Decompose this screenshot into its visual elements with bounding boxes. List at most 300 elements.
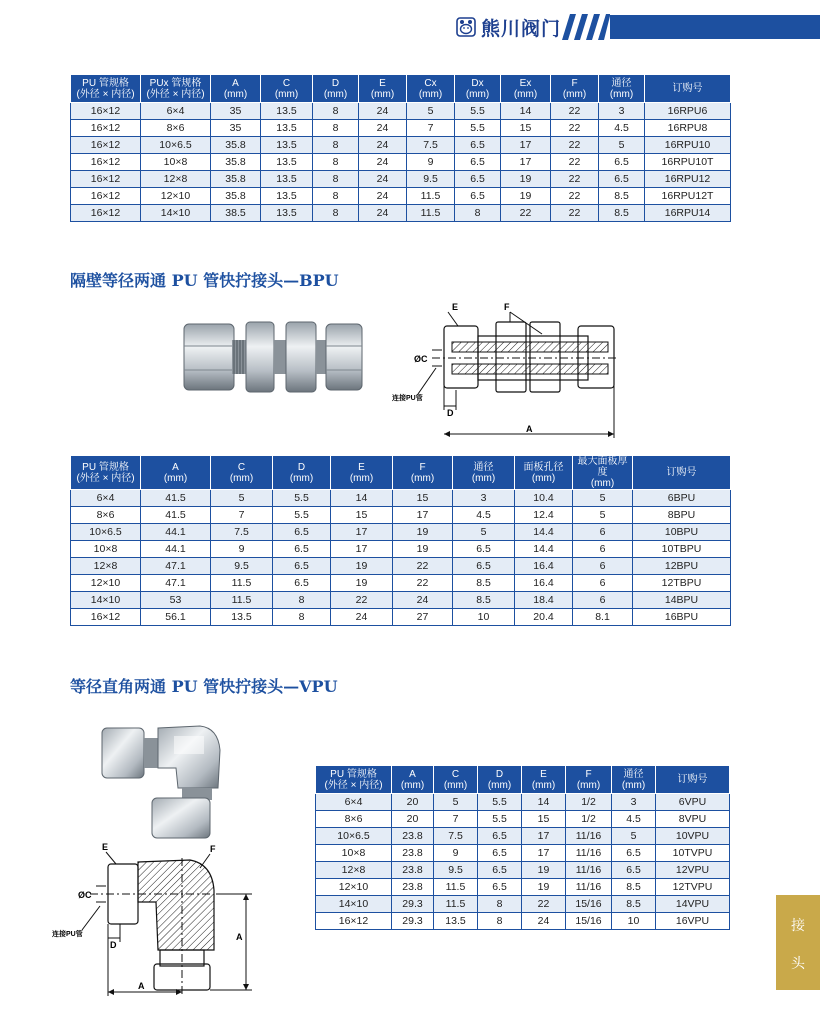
table-row (71, 558, 731, 575)
table-cell: 14.4 (515, 524, 573, 541)
table-cell: 6.5 (273, 558, 331, 575)
column-header (453, 456, 515, 490)
table-cell: 16×12 (316, 913, 392, 930)
table-cell: 15 (393, 490, 453, 507)
table-cell: 5 (434, 794, 478, 811)
column-header-unit: (mm) (349, 472, 374, 484)
column-header (656, 766, 730, 794)
side-category-tab[interactable] (776, 895, 820, 990)
table-cell: 12BPU (633, 558, 731, 575)
table-cell: 7.5 (407, 137, 455, 154)
column-header-unit: (mm) (590, 478, 615, 489)
table-cell: 23.8 (392, 879, 434, 896)
table-cell: 8×6 (71, 507, 141, 524)
table-cell: 15 (522, 811, 566, 828)
header-stripes (562, 14, 610, 40)
column-header-unit: (mm) (223, 88, 248, 100)
table-row (71, 154, 731, 171)
column-header-unit: (外径 × 内径) (76, 88, 135, 100)
table-cell: 8BPU (633, 507, 731, 524)
table-cell: 16RPU12T (645, 188, 731, 205)
table-cell: 6×4 (141, 103, 211, 120)
table-cell: 12×10 (316, 879, 392, 896)
table-cell: 16.4 (515, 558, 573, 575)
table-cell: 38.5 (211, 205, 261, 222)
column-header-unit: (mm) (562, 88, 587, 100)
side-tab-char-2: 头 (791, 956, 805, 972)
table-cell: 15 (331, 507, 393, 524)
table-cell: 10 (453, 609, 515, 626)
table-cell: 12TBPU (633, 575, 731, 592)
column-header-label: C (282, 77, 291, 89)
column-header-label: E (358, 461, 365, 473)
table-cell: 16RPU14 (645, 205, 731, 222)
table-row (316, 862, 730, 879)
table-cell: 22 (551, 188, 599, 205)
table-cell: 8 (273, 609, 331, 626)
table-cell: 24 (359, 137, 407, 154)
table-cell: 8.5 (453, 575, 515, 592)
table-cell: 24 (359, 103, 407, 120)
table-cell: 8VPU (656, 811, 730, 828)
table-cell: 12×8 (71, 558, 141, 575)
column-header (141, 456, 211, 490)
table-cell: 20 (392, 794, 434, 811)
table-cell: 22 (331, 592, 393, 609)
column-header (573, 456, 633, 490)
table-row (71, 541, 731, 558)
table-row (71, 524, 731, 541)
table-cell: 5.5 (455, 103, 501, 120)
column-header-unit: (mm) (487, 779, 512, 791)
column-header-label: D (297, 461, 306, 473)
table-cell: 4.5 (599, 120, 645, 137)
column-header-label: E (379, 77, 386, 89)
table-cell: 3 (453, 490, 515, 507)
column-header (331, 456, 393, 490)
table-cell: 11.5 (407, 205, 455, 222)
column-header (478, 766, 522, 794)
column-header-label: 订购号 (677, 774, 708, 785)
column-header-label: A (409, 768, 416, 780)
table-cell: 11.5 (211, 575, 273, 592)
table-cell: 12×10 (71, 575, 141, 592)
column-header-unit: (mm) (418, 88, 443, 100)
column-header-unit: (mm) (229, 472, 254, 484)
table-cell: 14×10 (316, 896, 392, 913)
table-cell: 10TVPU (656, 845, 730, 862)
table-row (71, 575, 731, 592)
table-cell: 14×10 (71, 592, 141, 609)
table-cell: 13.5 (261, 137, 313, 154)
table-cell: 24 (522, 913, 566, 930)
table-cell: 5 (573, 507, 633, 524)
table-cell: 47.1 (141, 575, 211, 592)
table-cell: 6.5 (478, 862, 522, 879)
table-cell: 35.8 (211, 137, 261, 154)
table-cell: 23.8 (392, 828, 434, 845)
table-cell: 22 (551, 154, 599, 171)
table-cell: 9 (407, 154, 455, 171)
table-cell: 6.5 (478, 845, 522, 862)
table-cell: 22 (551, 120, 599, 137)
table-cell: 5 (573, 490, 633, 507)
table-cell: 14 (501, 103, 551, 120)
table-cell: 5 (407, 103, 455, 120)
table-cell: 16×12 (71, 137, 141, 154)
table-cell: 17 (331, 541, 393, 558)
column-header-label: Cx (424, 77, 437, 89)
table-cell: 12VPU (656, 862, 730, 879)
bpu-spec-table (70, 455, 731, 626)
table-row (71, 490, 731, 507)
table-cell: 22 (501, 205, 551, 222)
column-header (407, 75, 455, 103)
table-cell: 22 (551, 137, 599, 154)
table-cell: 35 (211, 103, 261, 120)
column-header (71, 456, 141, 490)
column-header (515, 456, 573, 490)
table-cell: 8.5 (453, 592, 515, 609)
column-header (612, 766, 656, 794)
column-header-unit: (mm) (370, 88, 395, 100)
table-cell: 11.5 (211, 592, 273, 609)
column-header-unit: (mm) (323, 88, 348, 100)
table-cell: 27 (393, 609, 453, 626)
table-cell: 44.1 (141, 541, 211, 558)
column-header-label: PUx 管规格 (149, 77, 202, 89)
table-cell: 17 (393, 507, 453, 524)
table-cell: 8×6 (316, 811, 392, 828)
table-cell: 13.5 (261, 171, 313, 188)
table-cell: 6.5 (455, 188, 501, 205)
column-header-label: Ex (519, 77, 532, 89)
table-cell: 6VPU (656, 794, 730, 811)
table-cell: 19 (501, 188, 551, 205)
table-cell: 18.4 (515, 592, 573, 609)
table-row (316, 794, 730, 811)
table-cell: 22 (393, 575, 453, 592)
table-cell: 6 (573, 524, 633, 541)
table-cell: 8.5 (599, 188, 645, 205)
table-cell: 19 (393, 524, 453, 541)
vpu-label-c: ØC (78, 890, 92, 900)
table-cell: 8 (478, 913, 522, 930)
table-cell: 4.5 (453, 507, 515, 524)
brand-name: 熊川阀门 (481, 17, 562, 40)
table-row (71, 120, 731, 137)
column-header-unit: (mm) (274, 88, 299, 100)
table-cell: 19 (522, 862, 566, 879)
table-cell: 6.5 (599, 154, 645, 171)
table-cell: 6.5 (478, 828, 522, 845)
table-cell: 16RPU10 (645, 137, 731, 154)
table-cell: 10×6.5 (71, 524, 141, 541)
table-row (71, 592, 731, 609)
column-header-unit: (mm) (400, 779, 425, 791)
column-header-label: A (172, 461, 179, 473)
column-header-unit: (mm) (513, 88, 538, 100)
bpu-label-f: F (504, 302, 510, 312)
bear-logo-icon (455, 16, 477, 38)
table-cell: 7.5 (434, 828, 478, 845)
table-cell: 8 (313, 171, 359, 188)
table-cell: 7 (211, 507, 273, 524)
table-cell: 12TVPU (656, 879, 730, 896)
table-cell: 12×10 (141, 188, 211, 205)
column-header (273, 456, 331, 490)
table-cell: 6.5 (599, 171, 645, 188)
table-row (316, 845, 730, 862)
column-header (645, 75, 731, 103)
column-header (434, 766, 478, 794)
table-cell: 5 (211, 490, 273, 507)
table-cell: 24 (331, 609, 393, 626)
table-cell: 6 (573, 592, 633, 609)
column-header-unit: (外径 × 内径) (76, 472, 135, 484)
table-cell: 7 (407, 120, 455, 137)
column-header-label: F (585, 768, 592, 780)
column-header (211, 456, 273, 490)
table-cell: 19 (522, 879, 566, 896)
table-cell: 24 (359, 205, 407, 222)
column-header-label: 面板孔径 (523, 461, 564, 473)
table-cell: 5.5 (455, 120, 501, 137)
vpu-label-pu: 连接PU管 (52, 931, 83, 938)
table-cell: 3 (599, 103, 645, 120)
header-band (610, 15, 820, 39)
bpu-label-e: E (452, 302, 459, 312)
column-header-unit: (mm) (621, 779, 646, 791)
table-cell: 8.5 (599, 205, 645, 222)
table-cell: 1/2 (566, 794, 612, 811)
column-header-label: 订购号 (666, 467, 697, 478)
table-cell: 16RPU6 (645, 103, 731, 120)
table-cell: 29.3 (392, 913, 434, 930)
bpu-label-d: D (447, 408, 454, 418)
column-header-label: 通径 (473, 461, 494, 473)
table-cell: 16VPU (656, 913, 730, 930)
column-header-unit: (mm) (465, 88, 490, 100)
bpu-label-a: A (526, 424, 533, 434)
bpu-label-c: ØC (414, 354, 428, 364)
table-cell: 56.1 (141, 609, 211, 626)
column-header (211, 75, 261, 103)
table-cell: 16RPU10T (645, 154, 731, 171)
table-cell: 15 (501, 120, 551, 137)
table-cell: 6.5 (453, 558, 515, 575)
brand (455, 14, 561, 40)
table-cell: 6.5 (612, 845, 656, 862)
vpu-label-e: E (102, 842, 109, 852)
column-header (392, 766, 434, 794)
table-cell: 10VPU (656, 828, 730, 845)
table-cell: 6.5 (453, 541, 515, 558)
table-cell: 1/2 (566, 811, 612, 828)
table-cell: 47.1 (141, 558, 211, 575)
column-header-unit: (mm) (163, 472, 188, 484)
table-cell: 6 (573, 558, 633, 575)
table-cell: 11/16 (566, 862, 612, 879)
table-cell: 13.5 (211, 609, 273, 626)
table-row (71, 137, 731, 154)
column-header-label: 通径 (611, 77, 632, 89)
table-cell: 6.5 (478, 879, 522, 896)
table-cell: 8 (455, 205, 501, 222)
table-cell: 29.3 (392, 896, 434, 913)
column-header (316, 766, 392, 794)
table-cell: 17 (501, 137, 551, 154)
table-cell: 5 (453, 524, 515, 541)
table-cell: 9 (211, 541, 273, 558)
table-cell: 5.5 (273, 490, 331, 507)
table-cell: 8 (313, 120, 359, 137)
table-cell: 6.5 (455, 171, 501, 188)
table-cell: 13.5 (261, 154, 313, 171)
table-cell: 14 (331, 490, 393, 507)
column-header (141, 75, 211, 103)
table-cell: 6 (573, 575, 633, 592)
column-header-label: PU 管规格 (82, 77, 129, 89)
side-tab-char-1: 接 (791, 918, 805, 934)
column-header-label: F (571, 77, 578, 89)
table-cell: 14BPU (633, 592, 731, 609)
table-cell: 19 (331, 575, 393, 592)
table-cell: 11.5 (434, 896, 478, 913)
vpu-label-a-horizontal: A (138, 981, 145, 991)
table-row (316, 896, 730, 913)
vpu-section-title: 等径直角两通 PU 管快拧接头—VPU (70, 677, 338, 696)
table-cell: 7 (434, 811, 478, 828)
table-cell: 24 (359, 154, 407, 171)
table-cell: 8 (478, 896, 522, 913)
table-row (316, 913, 730, 930)
table-cell: 16×12 (71, 103, 141, 120)
table-cell: 11.5 (407, 188, 455, 205)
table-cell: 10 (612, 913, 656, 930)
table-cell: 14 (522, 794, 566, 811)
table-cell: 10×8 (316, 845, 392, 862)
vpu-product-photo (100, 718, 230, 840)
table-cell: 9 (434, 845, 478, 862)
table-cell: 6×4 (316, 794, 392, 811)
table-cell: 6×4 (71, 490, 141, 507)
column-header-unit: (外径 × 内径) (324, 779, 383, 791)
table-cell: 19 (331, 558, 393, 575)
vpu-label-a-vertical: A (236, 932, 243, 942)
table-cell: 11/16 (566, 828, 612, 845)
bpu-label-pu: 连接PU管 (392, 395, 423, 402)
table-cell: 9.5 (211, 558, 273, 575)
column-header (501, 75, 551, 103)
table-cell: 5.5 (478, 811, 522, 828)
table-cell: 53 (141, 592, 211, 609)
column-header-label: PU 管规格 (82, 461, 129, 473)
table-row (71, 188, 731, 205)
bpu-product-photo (178, 312, 368, 400)
table-cell: 19 (501, 171, 551, 188)
table-cell: 8 (313, 188, 359, 205)
table-cell: 6.5 (455, 137, 501, 154)
table-cell: 17 (501, 154, 551, 171)
table-cell: 10×8 (141, 154, 211, 171)
column-header (551, 75, 599, 103)
table-cell: 13.5 (261, 103, 313, 120)
table-cell: 8×6 (141, 120, 211, 137)
table-cell: 16BPU (633, 609, 731, 626)
table-cell: 4.5 (612, 811, 656, 828)
table-cell: 5 (599, 137, 645, 154)
table-cell: 8 (273, 592, 331, 609)
table-row (71, 609, 731, 626)
table-cell: 17 (522, 845, 566, 862)
vpu-label-f: F (210, 844, 216, 854)
column-header (359, 75, 407, 103)
table-cell: 10×6.5 (316, 828, 392, 845)
table-cell: 22 (551, 103, 599, 120)
column-header-label: F (419, 461, 426, 473)
table-cell: 11.5 (434, 879, 478, 896)
column-header (71, 75, 141, 103)
table-cell: 16RPU8 (645, 120, 731, 137)
table-cell: 12×8 (316, 862, 392, 879)
table-cell: 24 (359, 120, 407, 137)
table-cell: 8 (313, 137, 359, 154)
column-header-label: 通径 (623, 768, 644, 780)
table-cell: 6.5 (273, 541, 331, 558)
table-cell: 8 (313, 103, 359, 120)
column-header (633, 456, 731, 490)
table-cell: 35.8 (211, 171, 261, 188)
table-cell: 23.8 (392, 862, 434, 879)
table-cell: 17 (331, 524, 393, 541)
table-row (71, 103, 731, 120)
column-header-unit: (mm) (443, 779, 468, 791)
table-cell: 10BPU (633, 524, 731, 541)
table-cell: 16×12 (71, 120, 141, 137)
table-cell: 13.5 (261, 120, 313, 137)
table-row (71, 205, 731, 222)
table-cell: 8 (313, 205, 359, 222)
table-row (316, 828, 730, 845)
table-cell: 22 (551, 205, 599, 222)
table-cell: 22 (522, 896, 566, 913)
column-header-unit: (mm) (609, 88, 634, 100)
table-cell: 41.5 (141, 490, 211, 507)
column-header (393, 456, 453, 490)
table-cell: 41.5 (141, 507, 211, 524)
column-header-label: C (451, 768, 460, 780)
column-header-label: E (540, 768, 547, 780)
table-cell: 14VPU (656, 896, 730, 913)
table-cell: 6 (573, 541, 633, 558)
table-cell: 14.4 (515, 541, 573, 558)
table-cell: 12×8 (141, 171, 211, 188)
table-row (71, 171, 731, 188)
table-cell: 35.8 (211, 154, 261, 171)
table-cell: 16×12 (71, 171, 141, 188)
rpu-spec-table (70, 74, 731, 222)
column-header (522, 766, 566, 794)
column-header-label: 订购号 (672, 83, 703, 94)
bpu-section-title: 隔壁等径两通 PU 管快拧接头—BPU (70, 271, 339, 290)
column-header-unit: (mm) (289, 472, 314, 484)
table-cell: 5.5 (273, 507, 331, 524)
column-header-unit: (mm) (471, 472, 496, 484)
table-cell: 9.5 (434, 862, 478, 879)
bpu-dimension-drawing (392, 298, 622, 440)
table-cell: 35.8 (211, 188, 261, 205)
